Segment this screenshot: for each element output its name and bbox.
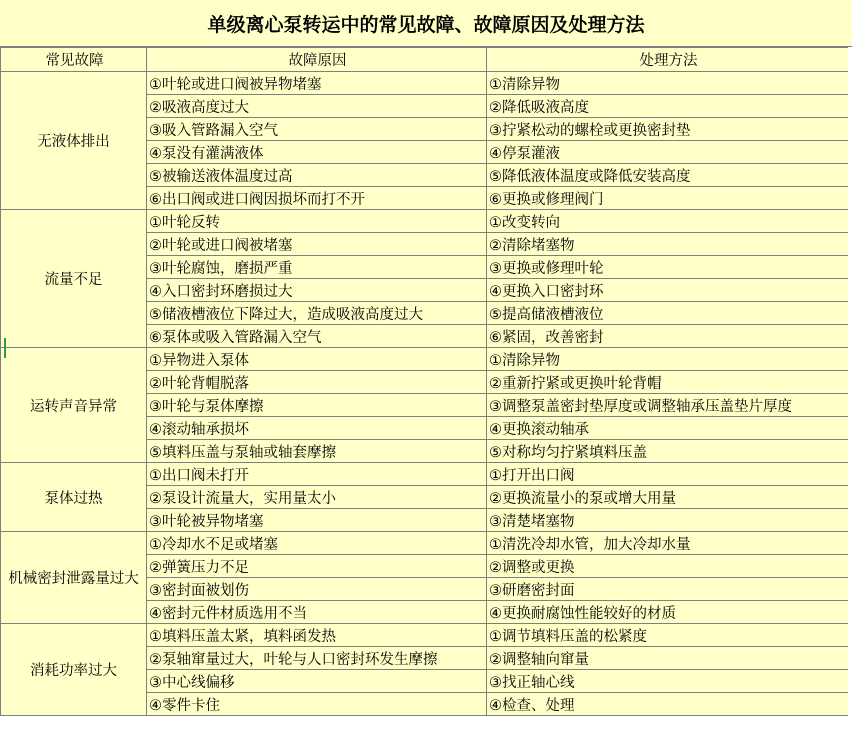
table-row xyxy=(1,463,849,486)
table-row xyxy=(1,210,849,233)
table-row xyxy=(1,72,849,95)
cause-cell[interactable]: ①出口阀未打开 xyxy=(147,463,487,486)
fault-cell[interactable]: 泵体过热 xyxy=(1,463,147,532)
fix-cell[interactable]: ②降低吸液高度 xyxy=(487,95,849,118)
cause-cell[interactable]: ③叶轮腐蚀，磨损严重 xyxy=(147,256,487,279)
fix-cell[interactable]: ②重新拧紧或更换叶轮背帽 xyxy=(487,371,849,394)
fix-cell[interactable]: ③调整泵盖密封垫厚度或调整轴承压盖垫片厚度 xyxy=(487,394,849,417)
cause-cell[interactable]: ②叶轮背帽脱落 xyxy=(147,371,487,394)
fix-cell[interactable]: ③清楚堵塞物 xyxy=(487,509,849,532)
fix-cell[interactable]: ③研磨密封面 xyxy=(487,578,849,601)
fix-cell[interactable]: ④更换滚动轴承 xyxy=(487,417,849,440)
cause-cell[interactable]: ②泵设计流量大，实用量太小 xyxy=(147,486,487,509)
cause-cell[interactable]: ④入口密封环磨损过大 xyxy=(147,279,487,302)
fix-cell[interactable]: ④停泵灌液 xyxy=(487,141,849,164)
fault-cell[interactable]: 消耗功率过大 xyxy=(1,624,147,716)
fix-cell[interactable]: ③找正轴心线 xyxy=(487,670,849,693)
fix-cell[interactable]: ⑤降低液体温度或降低安装高度 xyxy=(487,164,849,187)
row-marker xyxy=(4,338,6,358)
cause-cell[interactable]: ③密封面被划伤 xyxy=(147,578,487,601)
cause-cell[interactable]: ④泵没有灌满液体 xyxy=(147,141,487,164)
cause-cell[interactable]: ⑤被输送液体温度过高 xyxy=(147,164,487,187)
cause-cell[interactable]: ③叶轮被异物堵塞 xyxy=(147,509,487,532)
cause-cell[interactable]: ⑤填料压盖与泵轴或轴套摩擦 xyxy=(147,440,487,463)
fix-cell[interactable]: ①改变转向 xyxy=(487,210,849,233)
header-fix[interactable]: 处理方法 xyxy=(487,48,849,72)
fix-cell[interactable]: ⑥更换或修理阀门 xyxy=(487,187,849,210)
cause-cell[interactable]: ⑤储液槽液位下降过大，造成吸液高度过大 xyxy=(147,302,487,325)
table-body xyxy=(1,72,849,716)
fix-cell[interactable]: ①打开出口阀 xyxy=(487,463,849,486)
cause-cell[interactable]: ⑥泵体或吸入管路漏入空气 xyxy=(147,325,487,348)
fix-cell[interactable]: ①清除异物 xyxy=(487,348,849,371)
header-fault[interactable]: 常见故障 xyxy=(1,48,147,72)
fault-table xyxy=(0,47,849,716)
fix-cell[interactable]: ②更换流量小的泵或增大用量 xyxy=(487,486,849,509)
cause-cell[interactable]: ②泵轴窜量过大，叶轮与人口密封环发生摩擦 xyxy=(147,647,487,670)
cause-cell[interactable]: ③中心线偏移 xyxy=(147,670,487,693)
header-row xyxy=(1,48,849,72)
fix-cell[interactable]: ①调节填料压盖的松紧度 xyxy=(487,624,849,647)
fix-cell[interactable]: ②调整轴向窜量 xyxy=(487,647,849,670)
fix-cell[interactable]: ④检查、处理 xyxy=(487,693,849,716)
cause-cell[interactable]: ⑥出口阀或进口阀因损坏而打不开 xyxy=(147,187,487,210)
fix-cell[interactable]: ④更换耐腐蚀性能较好的材质 xyxy=(487,601,849,624)
fix-cell[interactable]: ①清洗冷却水管，加大冷却水量 xyxy=(487,532,849,555)
cause-cell[interactable]: ①叶轮或进口阀被异物堵塞 xyxy=(147,72,487,95)
fix-cell[interactable]: ④更换入口密封环 xyxy=(487,279,849,302)
fault-cell[interactable]: 运转声音异常 xyxy=(1,348,147,463)
table-row xyxy=(1,348,849,371)
fault-cell[interactable]: 机械密封泄露量过大 xyxy=(1,532,147,624)
cause-cell[interactable]: ①叶轮反转 xyxy=(147,210,487,233)
table-row xyxy=(1,532,849,555)
cause-cell[interactable]: ③吸入管路漏入空气 xyxy=(147,118,487,141)
fault-cell[interactable]: 流量不足 xyxy=(1,210,147,348)
cause-cell[interactable]: ②吸液高度过大 xyxy=(147,95,487,118)
header-cause[interactable]: 故障原因 xyxy=(147,48,487,72)
cause-cell[interactable]: ①异物进入泵体 xyxy=(147,348,487,371)
table-row xyxy=(1,624,849,647)
cause-cell[interactable]: ①填料压盖太紧，填料函发热 xyxy=(147,624,487,647)
fix-cell[interactable]: ①清除异物 xyxy=(487,72,849,95)
sheet-edge xyxy=(848,47,852,748)
cause-cell[interactable]: ②弹簧压力不足 xyxy=(147,555,487,578)
cause-cell[interactable]: ①冷却水不足或堵塞 xyxy=(147,532,487,555)
cause-cell[interactable]: ②叶轮或进口阀被堵塞 xyxy=(147,233,487,256)
fix-cell[interactable]: ⑥紧固，改善密封 xyxy=(487,325,849,348)
fix-cell[interactable]: ②清除堵塞物 xyxy=(487,233,849,256)
cause-cell[interactable]: ③叶轮与泵体摩擦 xyxy=(147,394,487,417)
fix-cell[interactable]: ②调整或更换 xyxy=(487,555,849,578)
cause-cell[interactable]: ④滚动轴承损坏 xyxy=(147,417,487,440)
cause-cell[interactable]: ④零件卡住 xyxy=(147,693,487,716)
fix-cell[interactable]: ⑤对称均匀拧紧填料压盖 xyxy=(487,440,849,463)
table-title: 单级离心泵转运中的常见故障、故障原因及处理方法 xyxy=(0,0,852,47)
fix-cell[interactable]: ⑤提高储液槽液位 xyxy=(487,302,849,325)
fault-cell[interactable]: 无液体排出 xyxy=(1,72,147,210)
cause-cell[interactable]: ④密封元件材质选用不当 xyxy=(147,601,487,624)
fix-cell[interactable]: ③更换或修理叶轮 xyxy=(487,256,849,279)
fix-cell[interactable]: ③拧紧松动的螺栓或更换密封垫 xyxy=(487,118,849,141)
